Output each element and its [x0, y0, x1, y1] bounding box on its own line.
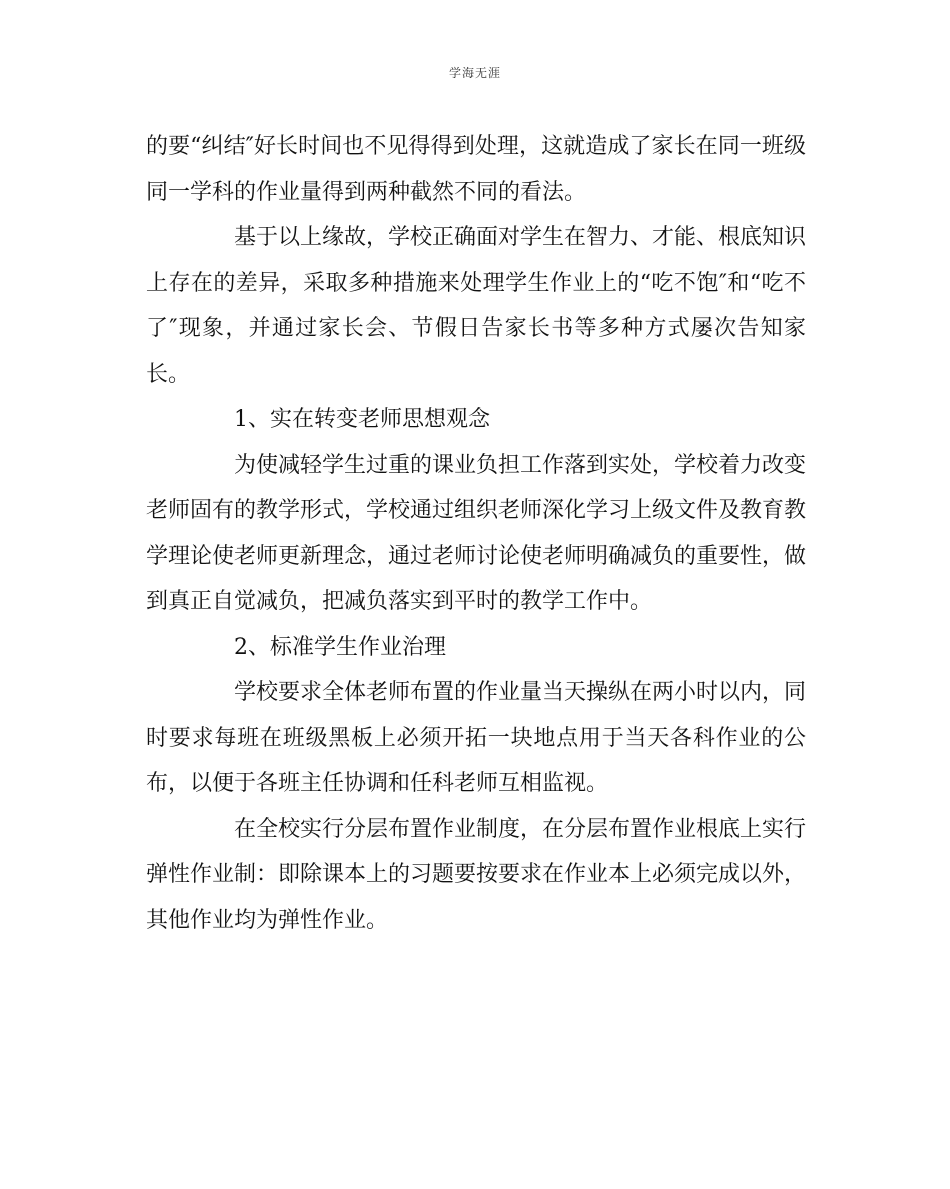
paragraph-reasons: 基于以上缘故，学校正确面对学生在智力、才能、根底知识上存在的差异，采取多种措施来处理学生作业上的“吃不饱″和“吃不了″现象，并通过家长会、节假日告家长书等多种方式屡次告知家长。 — [146, 225, 807, 387]
section-heading-2: 2、标准学生作业治理 — [234, 634, 446, 660]
paragraph-continuation: 的要“纠结″好长时间也不见得得到处理，这就造成了家长在同一班级同一学科的作业量得到两种截然不同的看法。 — [146, 134, 806, 205]
section-heading-1: 1、实在转变老师思想观念 — [234, 407, 490, 432]
paragraph-section-2a: 学校要求全体老师布置的作业量当天操纵在两小时以内，同时要求每班在班级黑板上必须开拓一块地点用于当天各科作业的公布，以便于各班主任协调和任科老师互相监视。 — [146, 680, 807, 796]
document-body — [146, 124, 806, 943]
page-header: 学海无涯 — [448, 66, 501, 80]
paragraph-section-2b: 在全校实行分层布置作业制度，在分层布置作业根底上实行弹性作业制：即除课本上的习题要按要求在作业本上必须完成以外，其他作业均为弹性作业。 — [146, 816, 807, 933]
paragraph-section-1: 为使减轻学生过重的课业负担工作落到实处，学校着力改变老师固有的教学形式，学校通过组织老师深化学习上级文件及教育教学理论使老师更新理念，通过老师讨论使老师明确减负的重要性，做到真正自觉减负，把减负落实到平时的教学工作中。 — [146, 452, 807, 614]
